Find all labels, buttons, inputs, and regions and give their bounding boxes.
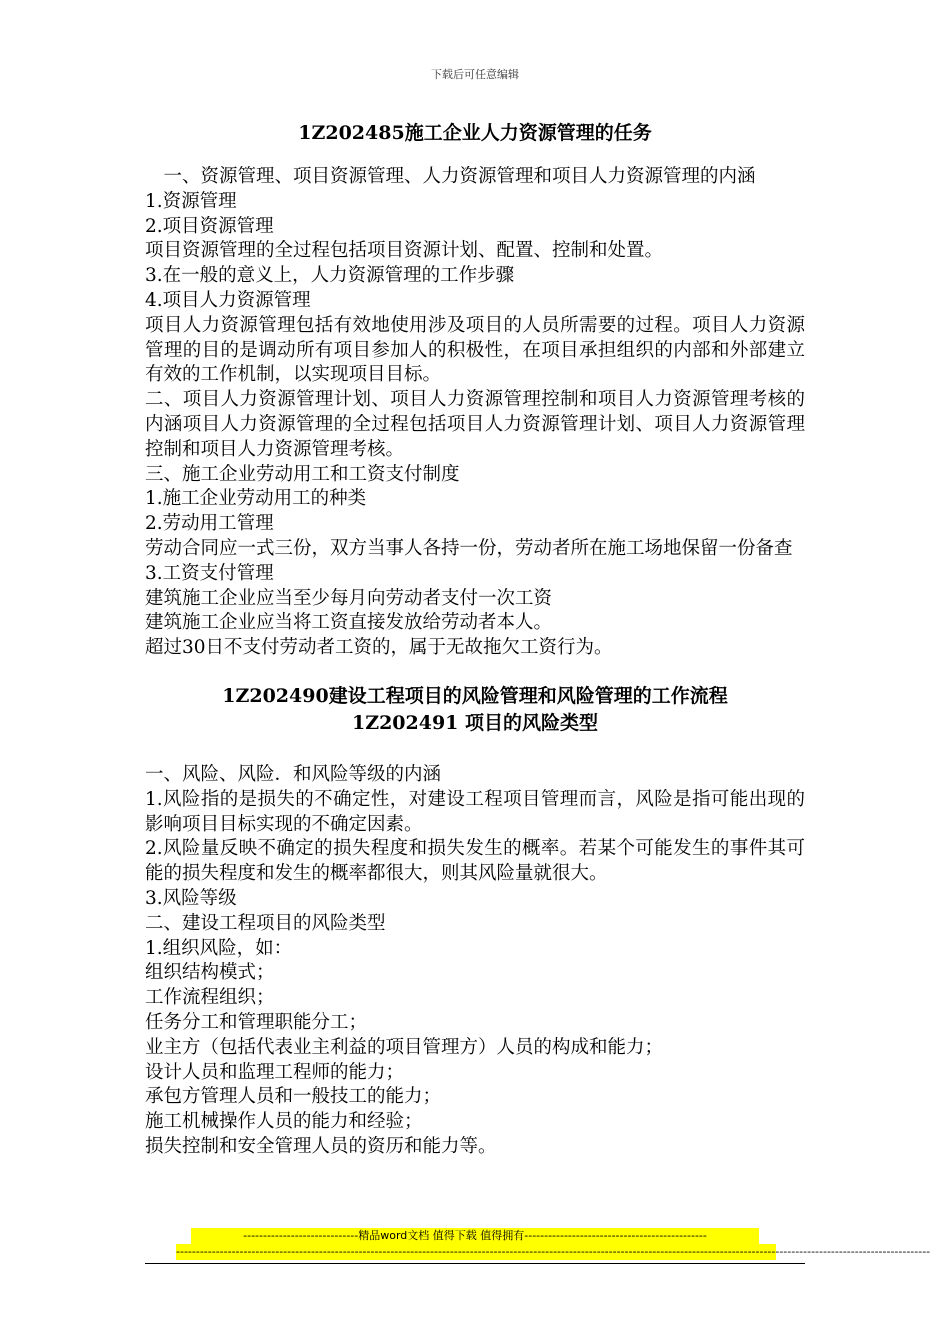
section1-paragraph: 2.项目资源管理	[145, 215, 274, 237]
section1-title: 1Z202485施工企业人力资源管理的任务	[298, 122, 652, 144]
section2-paragraph: 一、风险、风险．和风险等级的内涵	[145, 763, 442, 785]
section1-paragraph: 3.在一般的意义上，人力资源管理的工作步骤	[145, 265, 515, 287]
footer-divider	[145, 1263, 805, 1264]
header-note: 下载后可任意编辑	[431, 68, 519, 81]
section1-paragraph: 建筑施工企业应当将工资直接发放给劳动者本人。	[145, 612, 553, 634]
footer-banner-line1: -----------------------------精品word文档 值得下载 值得拥有----------------------------------------------	[191, 1228, 759, 1244]
section1-paragraph: 4.项目人力资源管理	[145, 289, 311, 311]
section1-paragraph: 二、项目人力资源管理计划、项目人力资源管理控制和项目人力资源管理考核的内涵项目人力资源管理的全过程包括项目人力资源管理计划、项目人力资源管理控制和项目人力资源管理考核。	[145, 389, 805, 460]
section2-paragraph: 任务分工和管理职能分工；	[145, 1011, 368, 1033]
section2-paragraph: 2.风险量反映不确定的损失程度和损失发生的概率。若某个可能发生的事件其可能的损失程度和发生的概率都很大，则其风险量就很大。	[145, 838, 805, 885]
section2-paragraph: 施工机械操作人员的能力和经验；	[145, 1111, 423, 1133]
section1-paragraph: 3.工资支付管理	[145, 562, 274, 584]
footer-banner-line2: ----------------------------------------------------------------------------------------------------------------------------------------------------------------------------------------------	[176, 1245, 931, 1258]
section2-title	[145, 683, 805, 737]
section2-title-line1: 1Z202490建设工程项目的风险管理和风险管理的工作流程	[222, 684, 728, 707]
section2-paragraph: 1.风险指的是损失的不确定性，对建设工程项目管理而言，风险是指可能出现的影响项目目标实现的不确定因素。	[145, 788, 805, 835]
section1-paragraph: 超过30日不支付劳动者工资的，属于无故拖欠工资行为。	[145, 637, 613, 659]
section2-paragraph: 工作流程组织；	[145, 987, 275, 1009]
section2-paragraph: 业主方（包括代表业主利益的项目管理方）人员的构成和能力；	[145, 1036, 664, 1058]
section2-paragraph: 1.组织风险，如：	[145, 937, 293, 959]
section1-paragraph: 2.劳动用工管理	[145, 513, 274, 535]
section2-paragraph: 承包方管理人员和一般技工的能力；	[145, 1086, 442, 1108]
section2-paragraph: 3.风险等级	[145, 887, 237, 909]
section1-paragraph: 三、施工企业劳动用工和工资支付制度	[145, 463, 460, 485]
section2-paragraph: 二、建设工程项目的风险类型	[145, 912, 386, 934]
section2-title-line2: 1Z202491 项目的风险类型	[351, 711, 599, 734]
section1-paragraph: 建筑施工企业应当至少每月向劳动者支付一次工资	[145, 587, 553, 609]
section1-paragraph: 项目资源管理的全过程包括项目资源计划、配置、控制和处置。	[145, 240, 664, 262]
section2-paragraph: 损失控制和安全管理人员的资历和能力等。	[145, 1135, 497, 1157]
section1-paragraph: 项目人力资源管理包括有效地使用涉及项目的人员所需要的过程。项目人力资源管理的目的是调动所有项目参加人的积极性，在项目承担组织的内部和外部建立有效的工作机制，以实现项目目标。	[145, 314, 805, 386]
section1-paragraph: 一、资源管理、项目资源管理、人力资源管理和项目人力资源管理的内涵	[163, 166, 756, 187]
section1-paragraph: 1.资源管理	[145, 190, 237, 212]
section1-paragraph: 劳动合同应一式三份，双方当事人各持一份，劳动者所在施工场地保留一份备查	[145, 537, 793, 559]
section2-paragraph: 设计人员和监理工程师的能力；	[145, 1061, 405, 1083]
document-body	[145, 120, 805, 1160]
section2-paragraph: 组织结构模式；	[145, 962, 275, 984]
section1-paragraph: 1.施工企业劳动用工的种类	[145, 488, 367, 510]
